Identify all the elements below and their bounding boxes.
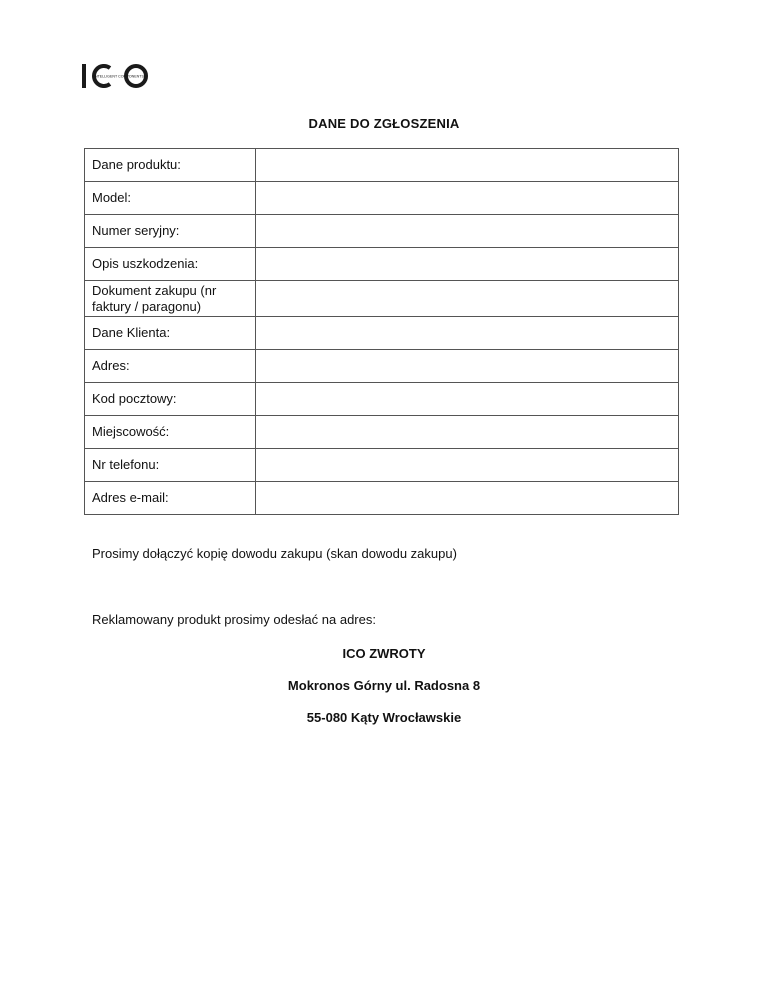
return-instructions: Reklamowany produkt prosimy odesłać na adres: (92, 612, 376, 627)
field-serial-number[interactable] (256, 215, 679, 248)
proof-of-purchase-note: Prosimy dołączyć kopię dowodu zakupu (skan dowodu zakupu) (92, 546, 457, 561)
field-product-data[interactable] (256, 149, 679, 182)
field-email[interactable] (256, 482, 679, 515)
form-row-city (85, 416, 679, 449)
form-row-product (85, 149, 679, 182)
form-row-purchase-doc (85, 281, 679, 317)
form-row-damage (85, 248, 679, 281)
logo-tagline: INTELLIGENT COMPONENTS (94, 74, 144, 79)
label-address: Adres: (85, 350, 256, 383)
label-city: Miejscowość: (85, 416, 256, 449)
label-email: Adres e-mail: (85, 482, 256, 515)
form-row-phone (85, 449, 679, 482)
field-model[interactable] (256, 182, 679, 215)
label-model: Model: (85, 182, 256, 215)
page-title: DANE DO ZGŁOSZENIA (308, 116, 460, 131)
field-damage-description[interactable] (256, 248, 679, 281)
address-line-2: Mokronos Górny ul. Radosna 8 (287, 678, 481, 693)
ico-logo (80, 58, 164, 94)
label-postal-code: Kod pocztowy: (85, 383, 256, 416)
form-row-serial (85, 215, 679, 248)
label-purchase-document: Dokument zakupu (nr faktury / paragonu) (85, 281, 256, 317)
field-client-data[interactable] (256, 317, 679, 350)
address-line-3: 55-080 Kąty Wrocławskie (306, 710, 462, 725)
form-row-model (85, 182, 679, 215)
label-product-data: Dane produktu: (85, 149, 256, 182)
field-city[interactable] (256, 416, 679, 449)
label-serial-number: Numer seryjny: (85, 215, 256, 248)
form-row-address (85, 350, 679, 383)
claim-form-table (84, 148, 679, 515)
address-line-1: ICO ZWROTY (342, 646, 426, 661)
form-row-email (85, 482, 679, 515)
field-postal-code[interactable] (256, 383, 679, 416)
field-phone[interactable] (256, 449, 679, 482)
field-address[interactable] (256, 350, 679, 383)
field-purchase-document[interactable] (256, 281, 679, 317)
label-phone: Nr telefonu: (85, 449, 256, 482)
form-row-client (85, 317, 679, 350)
label-client-data: Dane Klienta: (85, 317, 256, 350)
label-damage-description: Opis uszkodzenia: (85, 248, 256, 281)
form-row-postal (85, 383, 679, 416)
